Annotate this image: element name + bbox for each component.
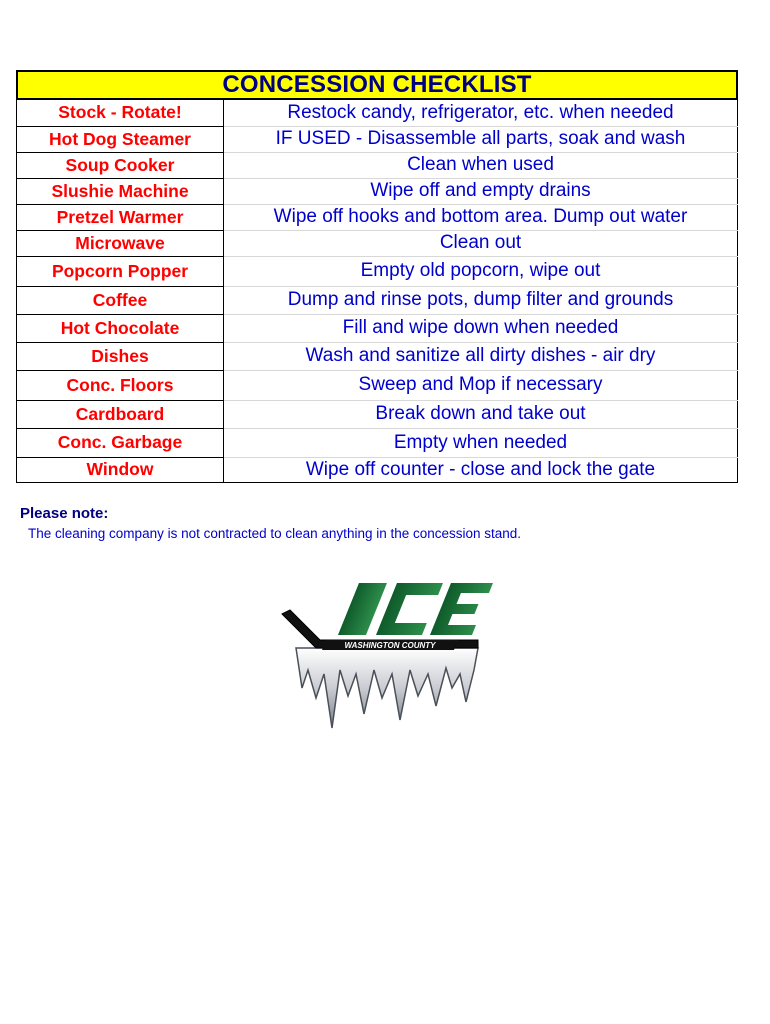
checklist-item: Pretzel Warmer (17, 204, 224, 230)
checklist-item: Cardboard (17, 400, 224, 428)
checklist-task: IF USED - Disassemble all parts, soak and wash (224, 126, 738, 152)
checklist-item: Microwave (17, 230, 224, 256)
title-bar (16, 70, 738, 100)
checklist-row (17, 126, 738, 152)
checklist-item: Conc. Garbage (17, 428, 224, 457)
checklist-item: Dishes (17, 342, 224, 370)
checklist-task: Sweep and Mop if necessary (224, 370, 738, 400)
checklist-item: Stock - Rotate! (17, 100, 224, 126)
checklist-title: CONCESSION CHECKLIST (222, 71, 532, 98)
checklist-row (17, 100, 738, 126)
checklist-table (16, 100, 738, 483)
checklist-row (17, 370, 738, 400)
checklist-row (17, 178, 738, 204)
checklist-item: Conc. Floors (17, 370, 224, 400)
checklist-item: Coffee (17, 286, 224, 314)
checklist-task: Break down and take out (224, 400, 738, 428)
note-label: Please note: (20, 505, 109, 522)
checklist-sheet (16, 70, 738, 483)
logo-subtitle: WASHINGTON COUNTY (344, 641, 436, 650)
checklist-task: Fill and wipe down when needed (224, 314, 738, 342)
checklist-task: Wipe off hooks and bottom area. Dump out water (224, 204, 738, 230)
note-text: The cleaning company is not contracted to clean anything in the concession stand. (28, 526, 522, 541)
checklist-row (17, 230, 738, 256)
checklist-task: Restock candy, refrigerator, etc. when needed (224, 100, 738, 126)
icicles-shape (296, 648, 478, 728)
checklist-row (17, 286, 738, 314)
checklist-row (17, 256, 738, 286)
checklist-row (17, 204, 738, 230)
checklist-task: Clean out (224, 230, 738, 256)
checklist-item: Window (17, 457, 224, 482)
checklist-item: Hot Dog Steamer (17, 126, 224, 152)
checklist-item: Slushie Machine (17, 178, 224, 204)
checklist-row (17, 342, 738, 370)
checklist-task: Clean when used (224, 152, 738, 178)
checklist-rows (17, 100, 738, 482)
checklist-task: Wipe off counter - close and lock the gate (305, 458, 656, 480)
checklist-task: Dump and rinse pots, dump filter and grounds (224, 286, 738, 314)
checklist-row (17, 428, 738, 457)
checklist-task: Empty when needed (224, 428, 738, 457)
ice-logo (278, 578, 496, 744)
checklist-task: Empty old popcorn, wipe out (224, 256, 738, 286)
checklist-row (17, 400, 738, 428)
checklist-task: Wipe off and empty drains (224, 178, 738, 204)
checklist-row (17, 314, 738, 342)
checklist-task: Wash and sanitize all dirty dishes - air dry (224, 342, 738, 370)
checklist-row (17, 457, 738, 482)
checklist-item: Soup Cooker (17, 152, 224, 178)
checklist-row (17, 152, 738, 178)
checklist-item: Hot Chocolate (17, 314, 224, 342)
checklist-item: Popcorn Popper (17, 256, 224, 286)
